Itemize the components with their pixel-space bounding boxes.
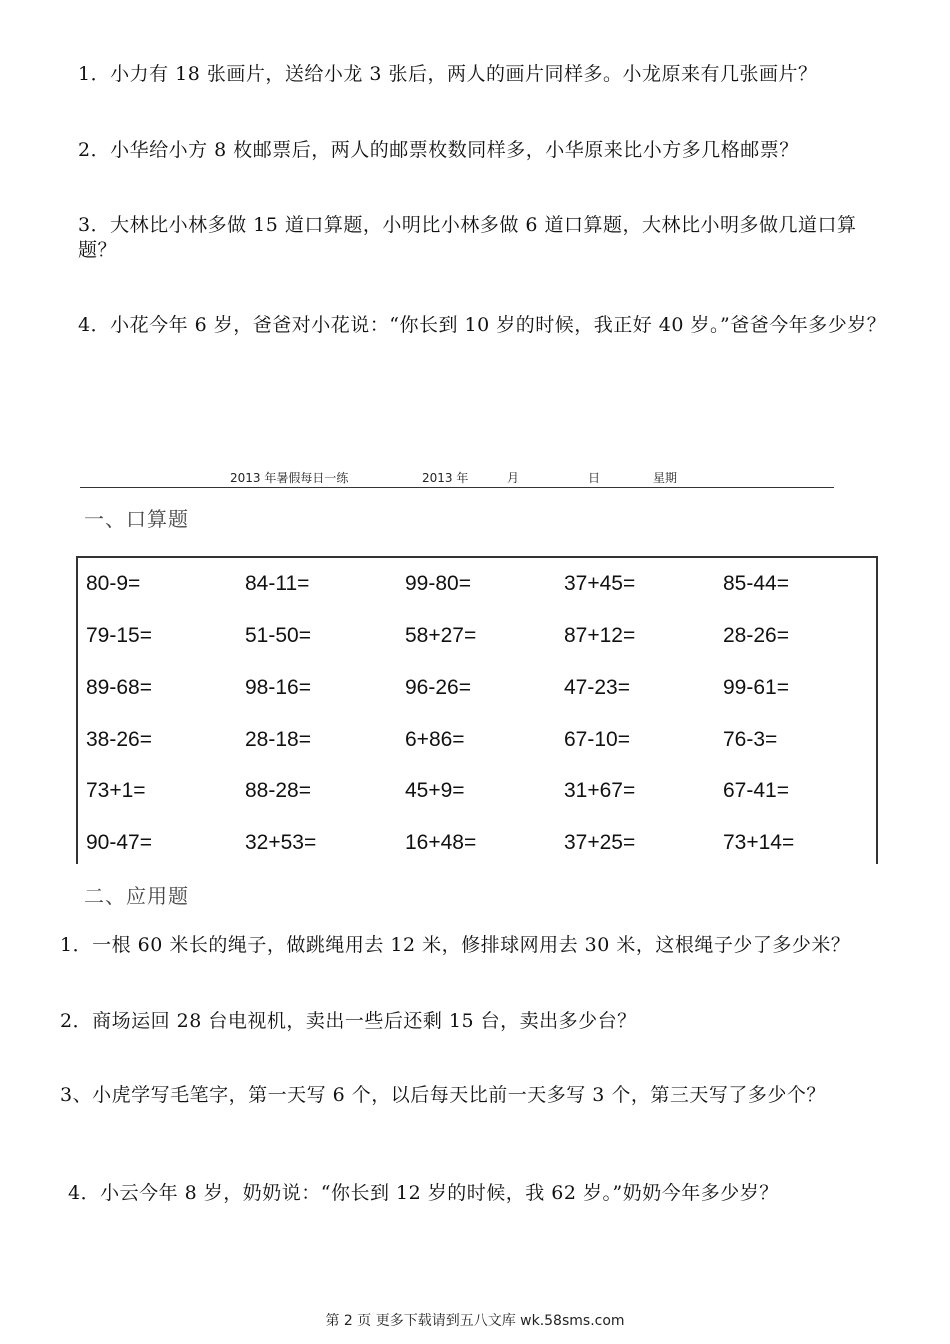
word-problem-4: 4．小花今年 6 岁，爸爸对小花说：“你长到 10 岁的时候，我正好 40 岁。”爸爸今年多少岁？ <box>78 314 887 336</box>
calc-item: 32+53= <box>245 831 317 854</box>
calc-item: 79-15= <box>86 624 152 647</box>
calc-item: 16+48= <box>405 831 477 854</box>
application-problem-2: 2．商场运回 28 台电视机，卖出一些后还剩 15 台，卖出多少台？ <box>60 1010 637 1032</box>
calc-item: 28-18= <box>245 728 311 751</box>
header-divider <box>80 487 834 488</box>
calc-item: 6+86= <box>405 728 465 751</box>
section-title-word-problems: 二、应用题 <box>84 884 189 908</box>
date-weekday-label: 星期 <box>653 471 678 485</box>
calc-item: 37+25= <box>564 831 636 854</box>
date-month-label: 月 <box>507 471 520 485</box>
calc-item: 88-28= <box>245 779 311 802</box>
section-title-mental-math: 一、口算题 <box>84 507 189 531</box>
calc-item: 76-3= <box>723 728 778 751</box>
word-problem-1: 1．小力有 18 张画片，送给小龙 3 张后，两人的画片同样多。小龙原来有几张画片？ <box>78 63 818 85</box>
calc-item: 73+14= <box>723 831 795 854</box>
calc-item: 90-47= <box>86 831 152 854</box>
calc-item: 87+12= <box>564 624 636 647</box>
worksheet-title: 2013 年暑假每日一练 <box>230 471 349 485</box>
application-problem-1: 1．一根 60 米长的绳子，做跳绳用去 12 米，修排球网用去 30 米，这根绳子少了多少米？ <box>60 934 851 956</box>
calc-item: 89-68= <box>86 676 152 699</box>
calc-item: 84-11= <box>245 572 310 595</box>
mental-math-grid <box>76 556 878 864</box>
calc-item: 38-26= <box>86 728 152 751</box>
calc-item: 99-61= <box>723 676 789 699</box>
calc-item: 96-26= <box>405 676 471 699</box>
calc-item: 37+45= <box>564 572 636 595</box>
calc-item: 80-9= <box>86 572 141 595</box>
calc-item: 58+27= <box>405 624 477 647</box>
calc-item: 99-80= <box>405 572 471 595</box>
application-problem-3: 3、小虎学写毛笔字，第一天写 6 个，以后每天比前一天多写 3 个，第三天写了多少个？ <box>60 1084 826 1106</box>
calc-item: 47-23= <box>564 676 630 699</box>
calc-item: 51-50= <box>245 624 311 647</box>
application-problem-4: 4．小云今年 8 岁，奶奶说：“你长到 12 岁的时候，我 62 岁。”奶奶今年多少岁？ <box>68 1182 779 1204</box>
calc-item: 73+1= <box>86 779 146 802</box>
calc-item: 45+9= <box>405 779 465 802</box>
calc-item: 67-10= <box>564 728 630 751</box>
calc-item: 98-16= <box>245 676 311 699</box>
page-footer: 第 2 页 更多下载请到五八文库 wk.58sms.com <box>325 1313 625 1329</box>
calc-item: 85-44= <box>723 572 789 595</box>
word-problem-3: 3．大林比小林多做 15 道口算题，小明比小林多做 6 道口算题，大林比小明多做几道口算题？ <box>78 214 857 261</box>
date-year-label: 2013 年 <box>422 471 469 485</box>
calc-item: 31+67= <box>564 779 636 802</box>
calc-item: 28-26= <box>723 624 789 647</box>
word-problem-2: 2．小华给小方 8 枚邮票后，两人的邮票枚数同样多，小华原来比小方多几格邮票？ <box>78 139 799 161</box>
calc-item: 67-41= <box>723 779 789 802</box>
date-day-label: 日 <box>588 471 601 485</box>
